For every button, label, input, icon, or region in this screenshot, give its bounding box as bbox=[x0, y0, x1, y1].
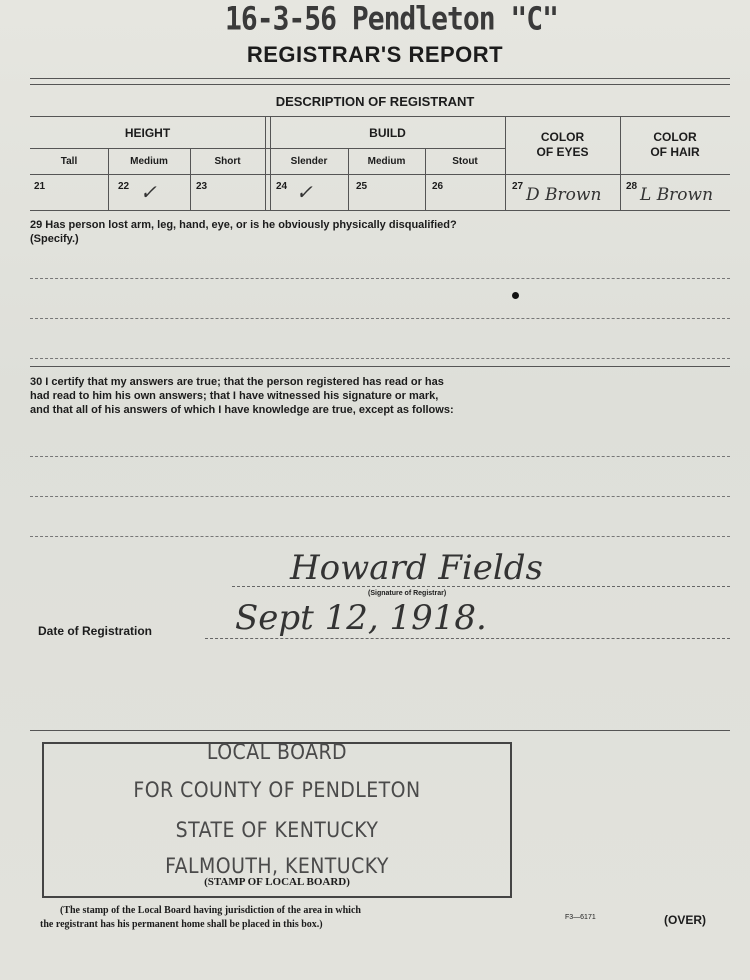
registrar-signature: Howard Fields bbox=[290, 548, 543, 588]
answer-line bbox=[30, 496, 730, 497]
cell-number: 25 bbox=[356, 181, 368, 192]
height-header: HEIGHT bbox=[124, 126, 171, 140]
stamp-line: FOR COUNTY OF PENDLETON bbox=[133, 778, 421, 802]
cell-number: 28 bbox=[626, 181, 638, 192]
hair-header-1: COLOR bbox=[653, 130, 697, 144]
form-number: F3—6171 bbox=[565, 914, 596, 921]
footer-note-1: (The stamp of the Local Board having jurisdiction of the area in which bbox=[60, 905, 361, 916]
eyes-header-2: OF EYES bbox=[536, 145, 589, 159]
rule bbox=[30, 366, 730, 367]
question-29-line1: 29 Has person lost arm, leg, hand, eye, or is he obviously physically disqualified? bbox=[30, 219, 457, 231]
question-29-line2: (Specify.) bbox=[30, 233, 79, 245]
col-short: Short bbox=[214, 156, 241, 167]
ink-dot bbox=[512, 292, 519, 299]
stamp-caption: (STAMP OF LOCAL BOARD) bbox=[204, 876, 350, 888]
stamp-line: LOCAL BOARD bbox=[206, 740, 348, 764]
rule bbox=[30, 84, 730, 85]
footer-note-2: the registrant has his permanent home shall be placed in this box.) bbox=[40, 919, 323, 930]
signature-caption: (Signature of Registrar) bbox=[368, 590, 447, 597]
eye-color-value: D Brown bbox=[526, 185, 602, 205]
cell-number: 24 bbox=[276, 181, 288, 192]
answer-line bbox=[30, 318, 730, 319]
col-tall: Tall bbox=[60, 156, 78, 167]
answer-line bbox=[30, 536, 730, 537]
eyes-header-1: COLOR bbox=[540, 130, 585, 144]
cell-number: 21 bbox=[34, 181, 46, 192]
signature-line bbox=[232, 586, 730, 587]
date-line bbox=[205, 638, 730, 639]
question-30-line1: 30 I certify that my answers are true; that the person registered has read or has bbox=[30, 376, 444, 388]
hair-color-value: L Brown bbox=[640, 185, 714, 205]
date-label: Date of Registration bbox=[38, 624, 153, 638]
local-board-stamp-box bbox=[42, 742, 512, 898]
checkmark-slender: ✓ bbox=[296, 180, 313, 204]
cell-number: 22 bbox=[118, 181, 130, 192]
hair-header-2: OF HAIR bbox=[650, 145, 700, 159]
question-30-line3: and that all of his answers of which I have knowledge are true, except as follows: bbox=[30, 404, 454, 416]
cell-number: 26 bbox=[432, 181, 444, 192]
rule bbox=[30, 78, 730, 79]
section-title: DESCRIPTION OF REGISTRANT bbox=[275, 94, 475, 109]
col-slender: Slender bbox=[290, 156, 328, 167]
answer-line bbox=[30, 456, 730, 457]
question-30-line2: had read to him his own answers; that I have witnessed his signature or mark, bbox=[30, 390, 439, 402]
answer-line bbox=[30, 358, 730, 359]
col-medium: Medium bbox=[130, 156, 168, 167]
serial-stamp: 16-3-56 Pendleton "C" bbox=[225, 0, 559, 38]
cell-number: 27 bbox=[512, 181, 524, 192]
cell-number: 23 bbox=[196, 181, 208, 192]
col-medium-build: Medium bbox=[367, 156, 406, 167]
rule bbox=[30, 730, 730, 731]
stamp-line: STATE OF KENTUCKY bbox=[175, 818, 379, 842]
answer-line bbox=[30, 278, 730, 279]
over-note: (OVER) bbox=[664, 913, 706, 927]
checkmark-medium-height: ✓ bbox=[140, 180, 157, 204]
col-stout: Stout bbox=[452, 156, 478, 167]
registration-date: Sept 12, 1918. bbox=[235, 598, 487, 638]
report-title: REGISTRAR'S REPORT bbox=[246, 42, 504, 67]
stamp-line: FALMOUTH, KENTUCKY bbox=[165, 854, 389, 878]
build-header: BUILD bbox=[369, 126, 406, 140]
